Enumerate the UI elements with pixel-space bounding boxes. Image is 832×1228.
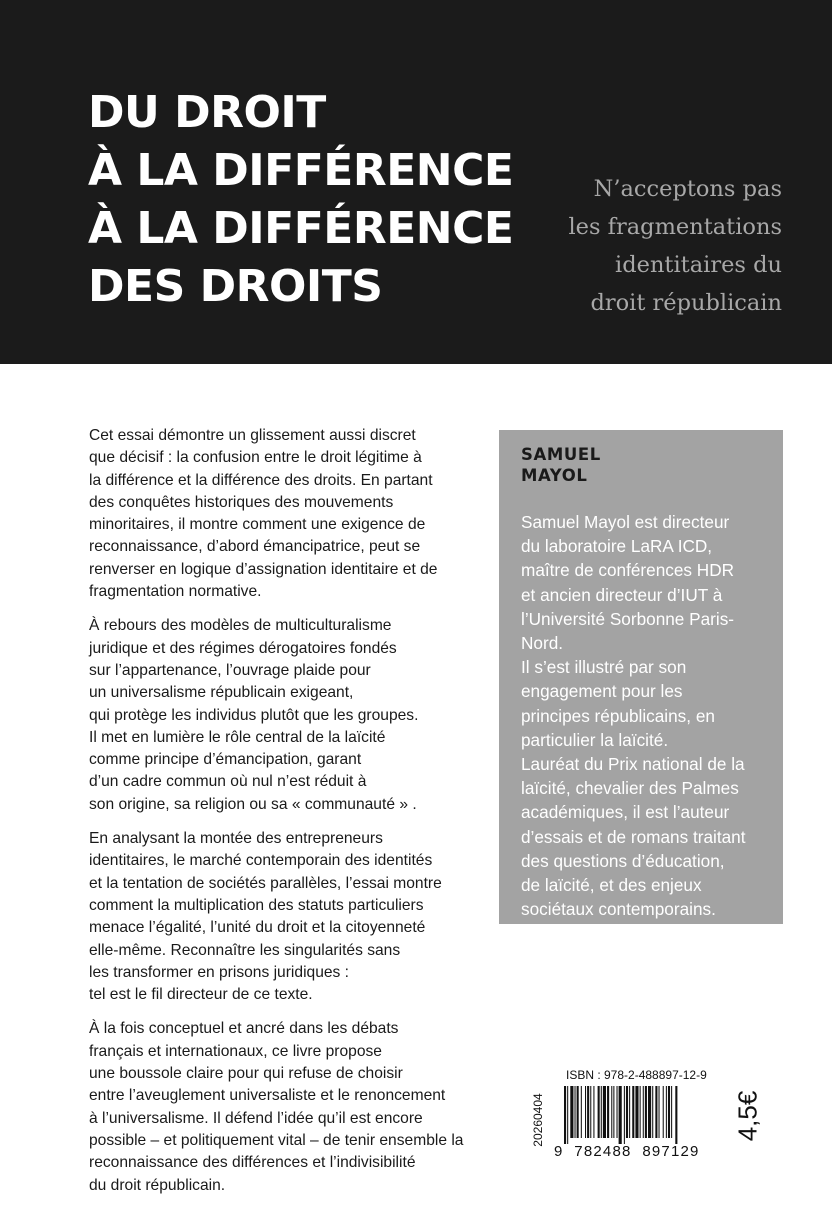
tagline <box>568 170 782 322</box>
blurb-line: Cet essai démontre un glissement aussi discret <box>89 427 416 444</box>
bio-line: d’essais et de romans traitant <box>521 826 746 847</box>
tagline-line: N’acceptons pas <box>593 176 782 202</box>
blurb-line: qui protège les individus plutôt que les groupes. <box>89 706 419 724</box>
author-name-line: MAYOL <box>521 466 588 485</box>
blurb-line: d’un cadre commun où nul n’est réduit à <box>89 773 367 791</box>
blurb-paragraph <box>89 615 489 816</box>
bio-line: des questions d’éducation, <box>521 850 725 871</box>
isbn-block <box>510 1058 788 1178</box>
barcode-icon <box>562 1086 722 1144</box>
title-line: DU DROIT <box>88 87 326 138</box>
blurb-line: fragmentation normative. <box>89 583 262 601</box>
blurb-paragraph <box>89 828 489 1006</box>
blurb-line: juridique et des régimes dérogatoires fondés <box>89 639 397 657</box>
blurb-line: renverser en logique d’assignation identitaire et de <box>89 560 438 578</box>
bio-line: l’Université Sorbonne Paris- <box>521 608 735 629</box>
blurb-line: des conquêtes historiques des mouvements <box>89 493 394 511</box>
bio-line: Il s’est illustré par son <box>521 657 687 678</box>
tagline-line: les fragmentations <box>568 214 782 240</box>
bio-line: Lauréat du Prix national de la <box>521 754 745 775</box>
blurb-line: la différence et la différence des droits. En partant <box>89 471 433 489</box>
title-line: À LA DIFFÉRENCE <box>88 145 514 196</box>
author-bio <box>521 510 773 921</box>
price: 4,5€ <box>732 1090 763 1142</box>
blurb-line: du droit républicain. <box>89 1176 226 1194</box>
title-line: À LA DIFFÉRENCE <box>88 203 514 254</box>
blurb-line: En analysant la montée des entrepreneurs <box>89 830 383 848</box>
blurb-line: reconnaissance, d’abord émancipatrice, peut se <box>89 538 421 556</box>
author-bio-box <box>499 430 783 924</box>
isbn-label: ISBN : 978-2-488897-12-9 <box>566 1068 707 1082</box>
blurb-line: que décisif : la confusion entre le droit légitime à <box>89 449 422 467</box>
blurb-line: menace l’égalité, l’unité du droit et la citoyenneté <box>89 919 426 937</box>
blurb-line: tel est le fil directeur de ce texte. <box>89 986 313 1004</box>
bio-line: de laïcité, et des enjeux <box>521 875 702 896</box>
bio-line: principes républicains, en <box>521 705 715 726</box>
tagline-line: identitaires du <box>615 252 782 278</box>
blurb-paragraph <box>89 425 489 603</box>
blurb-line: À rebours des modèles de multiculturalisme <box>89 617 392 635</box>
bio-line: et ancien directeur d’IUT à <box>521 584 723 605</box>
blurb-line: un universalisme républicain exigeant, <box>89 684 354 702</box>
bio-line: laïcité, chevalier des Palmes <box>521 778 739 799</box>
author-name <box>521 444 773 486</box>
bio-line: particulier la laïcité. <box>521 729 669 750</box>
blurb <box>89 425 489 1209</box>
blurb-line: minoritaires, il montre comment une exigence de <box>89 516 426 534</box>
barcode-digits <box>554 1143 700 1160</box>
bio-line: du laboratoire LaRA ICD, <box>521 536 713 557</box>
blurb-line: une boussole claire pour qui refuse de choisir <box>89 1065 403 1083</box>
bio-line: sociétaux contemporains. <box>521 899 716 920</box>
barcode-digit-group: 897129 <box>642 1143 700 1160</box>
blurb-line: son origine, sa religion ou sa « communauté » . <box>89 795 417 813</box>
blurb-line: identitaires, le marché contemporain des identités <box>89 852 433 870</box>
bio-line: engagement pour les <box>521 681 683 702</box>
barcode-digit-group: 782488 <box>574 1143 632 1160</box>
bio-line: Nord. <box>521 633 564 654</box>
blurb-line: entre l’aveuglement universaliste et le renoncement <box>89 1087 446 1105</box>
blurb-line: les transformer en prisons juridiques : <box>89 963 350 981</box>
blurb-line: À la fois conceptuel et ancré dans les débats <box>89 1020 399 1038</box>
tagline-line: droit républicain <box>590 290 782 316</box>
bio-line: maître de conférences HDR <box>521 560 735 581</box>
title-line: DES DROITS <box>88 261 383 312</box>
author-name-line: SAMUEL <box>521 445 601 464</box>
blurb-line: sur l’appartenance, l’ouvrage plaide pour <box>89 661 371 679</box>
blurb-line: à l’universalisme. Il défend l’idée qu’il est encore <box>89 1109 423 1127</box>
barcode-digit-group: 9 <box>554 1143 564 1160</box>
blurb-line: reconnaissance des différences et l’indivisibilité <box>89 1154 416 1172</box>
blurb-line: elle-même. Reconnaître les singularités sans <box>89 941 401 959</box>
blurb-line: Il met en lumière le rôle central de la laïcité <box>89 728 386 746</box>
blurb-line: et la tentation de sociétés parallèles, l’essai montre <box>89 874 442 892</box>
bio-line: Samuel Mayol est directeur <box>521 512 730 532</box>
book-title <box>88 84 513 316</box>
blurb-line: possible – et politiquement vital – de tenir ensemble la <box>89 1131 464 1149</box>
bio-line: académiques, il est l’auteur <box>521 802 730 823</box>
print-date-code: 20260404 <box>531 1093 545 1147</box>
blurb-line: comme principe d’émancipation, garant <box>89 751 362 769</box>
blurb-line: français et internationaux, ce livre propose <box>89 1042 382 1060</box>
blurb-line: comment la multiplication des statuts particuliers <box>89 896 424 914</box>
blurb-paragraph <box>89 1018 489 1196</box>
